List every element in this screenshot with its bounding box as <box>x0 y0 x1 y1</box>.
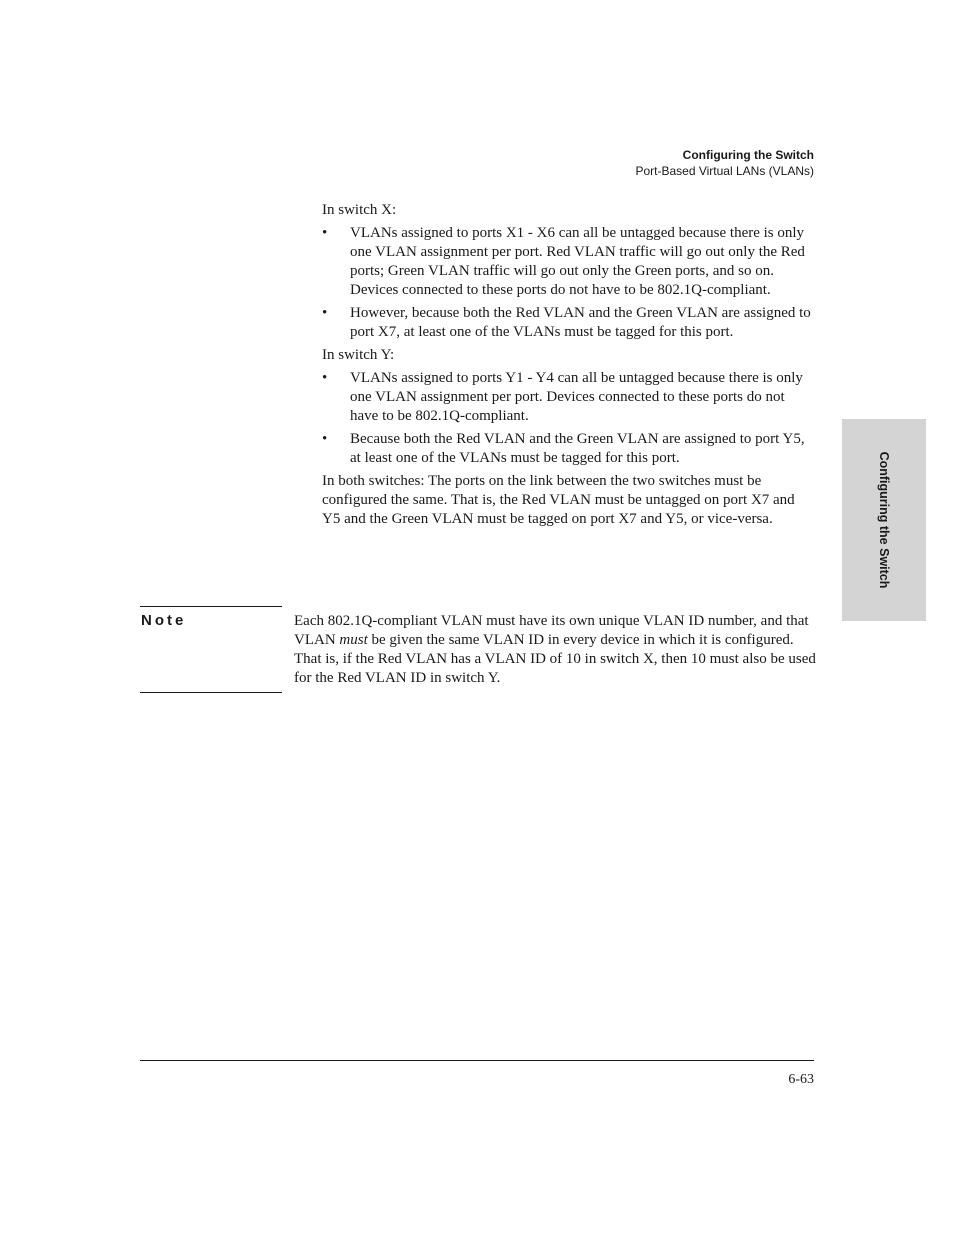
bullet-item: • VLANs assigned to ports X1 - X6 can all be untagged because there is only one VLAN assignment per port. Red VLAN traffic will go out only the Red ports; Green VLAN traffic will go out only the Green ports, and so on. Devices connected to these ports do not have to be 802.1Q-compliant. <box>322 224 816 300</box>
chapter-side-tab <box>842 419 926 621</box>
running-header-title: Configuring the Switch <box>682 148 814 162</box>
note-text-part2: be given the same VLAN ID in every device in which it is configured. That is, if the Red VLAN has a VLAN ID of 10 in switch X, then 10 must also be used for the Red VLAN ID in switch Y. <box>294 632 816 686</box>
note-top-rule <box>140 606 282 607</box>
chapter-side-tab-label: Configuring the Switch <box>877 451 891 589</box>
bullet-item: • However, because both the Red VLAN and the Green VLAN are assigned to port X7, at least one of the VLANs must be tagged for this port. <box>322 304 816 342</box>
bullet-item: • VLANs assigned to ports Y1 - Y4 can all be untagged because there is only one VLAN assignment per port. Devices connected to these ports do not have to be 802.1Q-compliant. <box>322 369 816 426</box>
both-switches-paragraph: In both switches: The ports on the link between the two switches must be configured the same. That is, the Red VLAN must be untagged on port X7 and Y5 and the Green VLAN must be tagged on port X7 and Y5, or vice-versa. <box>322 473 795 527</box>
note-text <box>294 612 816 688</box>
switch-y-bullet-list <box>322 369 816 468</box>
note-text-part1: Each 802.1Q-compliant VLAN must have its own unique VLAN ID number, and that VLAN <box>294 613 809 648</box>
running-header-subtitle: Port-Based Virtual LANs (VLANs) <box>635 164 814 178</box>
note-emphasis: must <box>339 632 368 648</box>
switch-x-bullet-list <box>322 224 816 342</box>
page-number: 6-63 <box>788 1072 814 1087</box>
bullet-item: • Because both the Red VLAN and the Green VLAN are assigned to port Y5, at least one of the VLANs must be tagged for this port. <box>322 430 816 468</box>
main-text <box>322 201 816 533</box>
note-label: Note <box>141 612 187 629</box>
note-bottom-rule <box>140 692 282 693</box>
footer-rule <box>140 1060 814 1061</box>
switch-x-intro: In switch X: <box>322 202 397 218</box>
switch-y-intro: In switch Y: <box>322 347 395 363</box>
